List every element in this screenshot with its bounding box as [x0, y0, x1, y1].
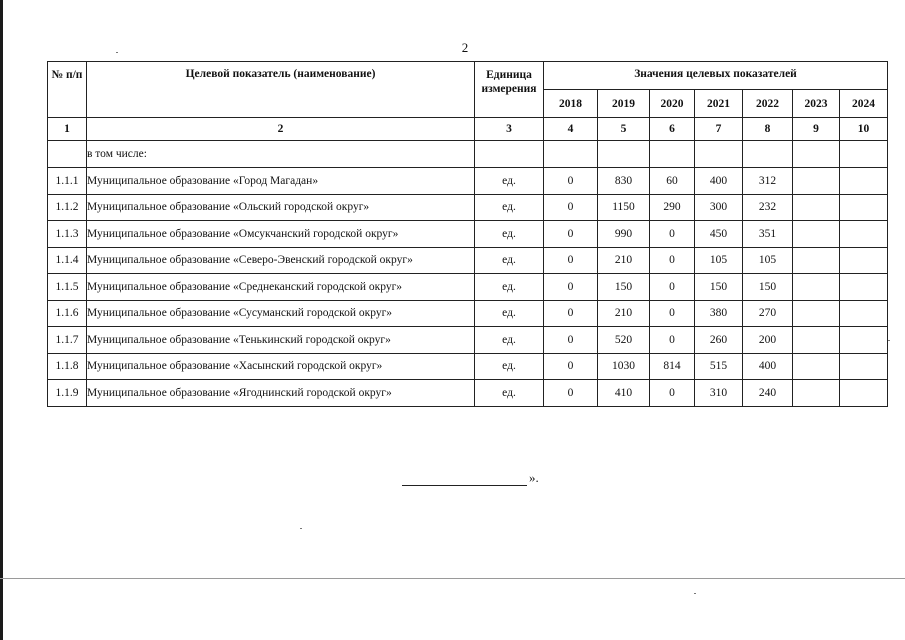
row-indicator-name: Муниципальное образование «Омсукчанский городской округ» [87, 221, 475, 248]
page-bottom-rule [0, 578, 905, 579]
row-value-2018: 0 [544, 221, 598, 248]
header-year: 2019 [598, 90, 650, 118]
row-value-2018: 0 [544, 300, 598, 327]
table-row [48, 380, 888, 407]
row-value-2024 [840, 247, 888, 274]
row-value-2024 [840, 300, 888, 327]
row-number: 1.1.2 [48, 194, 87, 221]
row-value-2020: 814 [650, 353, 695, 380]
row-indicator-name: Муниципальное образование «Хасынский городской округ» [87, 353, 475, 380]
row-indicator-name: Муниципальное образование «Северо-Эвенский городской округ» [87, 247, 475, 274]
header-year: 2024 [840, 90, 888, 118]
row-value-2021: 450 [695, 221, 743, 248]
row-value-2020: 0 [650, 247, 695, 274]
row-value-2019: 150 [598, 274, 650, 301]
row-unit: ед. [475, 247, 544, 274]
empty-cell [743, 141, 793, 168]
column-number: 6 [650, 118, 695, 141]
scan-speck [116, 52, 118, 53]
row-value-2021: 380 [695, 300, 743, 327]
row-indicator-name: Муниципальное образование «Ольский городской округ» [87, 194, 475, 221]
row-value-2018: 0 [544, 168, 598, 195]
row-unit: ед. [475, 194, 544, 221]
header-year: 2020 [650, 90, 695, 118]
row-value-2020: 290 [650, 194, 695, 221]
row-value-2024 [840, 380, 888, 407]
empty-cell [650, 141, 695, 168]
row-value-2023 [793, 247, 840, 274]
row-value-2019: 210 [598, 300, 650, 327]
table-row [48, 353, 888, 380]
row-value-2024 [840, 274, 888, 301]
row-value-2021: 515 [695, 353, 743, 380]
row-value-2020: 0 [650, 300, 695, 327]
row-value-2019: 1150 [598, 194, 650, 221]
table-row [48, 221, 888, 248]
row-value-2024 [840, 194, 888, 221]
row-value-2021: 400 [695, 168, 743, 195]
row-value-2023 [793, 327, 840, 354]
row-value-2019: 520 [598, 327, 650, 354]
row-number: 1.1.4 [48, 247, 87, 274]
row-value-2022: 200 [743, 327, 793, 354]
row-value-2022: 232 [743, 194, 793, 221]
header-year: 2018 [544, 90, 598, 118]
row-indicator-name: Муниципальное образование «Город Магадан» [87, 168, 475, 195]
header-values-group: Значения целевых показателей [544, 62, 888, 90]
empty-cell [475, 141, 544, 168]
row-value-2019: 990 [598, 221, 650, 248]
row-unit: ед. [475, 353, 544, 380]
row-value-2019: 830 [598, 168, 650, 195]
column-number: 5 [598, 118, 650, 141]
row-value-2018: 0 [544, 380, 598, 407]
column-number: 4 [544, 118, 598, 141]
row-number: 1.1.3 [48, 221, 87, 248]
row-value-2020: 60 [650, 168, 695, 195]
column-number: 1 [48, 118, 87, 141]
row-value-2021: 260 [695, 327, 743, 354]
row-number: 1.1.8 [48, 353, 87, 380]
row-value-2023 [793, 353, 840, 380]
table-row [48, 247, 888, 274]
row-unit: ед. [475, 380, 544, 407]
row-number: 1.1.6 [48, 300, 87, 327]
page-number: 2 [461, 40, 469, 55]
row-value-2018: 0 [544, 194, 598, 221]
row-value-2023 [793, 194, 840, 221]
header-number: № п/п [48, 62, 87, 118]
row-unit: ед. [475, 221, 544, 248]
row-indicator-name: Муниципальное образование «Ягоднинский городской округ» [87, 380, 475, 407]
row-value-2024 [840, 353, 888, 380]
empty-cell [695, 141, 743, 168]
row-value-2020: 0 [650, 221, 695, 248]
row-value-2022: 270 [743, 300, 793, 327]
row-value-2022: 240 [743, 380, 793, 407]
column-number: 8 [743, 118, 793, 141]
row-value-2020: 0 [650, 380, 695, 407]
table-row [48, 168, 888, 195]
row-indicator-name: Муниципальное образование «Сусуманский городской округ» [87, 300, 475, 327]
row-value-2022: 400 [743, 353, 793, 380]
row-value-2020: 0 [650, 327, 695, 354]
scan-left-edge [0, 0, 3, 640]
blank-line [402, 473, 527, 486]
row-unit: ед. [475, 327, 544, 354]
header-year: 2022 [743, 90, 793, 118]
row-unit: ед. [475, 168, 544, 195]
including-num-cell [48, 141, 87, 168]
including-row [48, 141, 888, 168]
row-indicator-name: Муниципальное образование «Среднеканский городской округ» [87, 274, 475, 301]
scan-speck [888, 340, 890, 341]
row-value-2021: 310 [695, 380, 743, 407]
row-value-2018: 0 [544, 274, 598, 301]
row-value-2019: 410 [598, 380, 650, 407]
row-number: 1.1.9 [48, 380, 87, 407]
table-row [48, 274, 888, 301]
row-value-2023 [793, 274, 840, 301]
row-number: 1.1.5 [48, 274, 87, 301]
row-value-2021: 150 [695, 274, 743, 301]
column-number: 2 [87, 118, 475, 141]
row-value-2018: 0 [544, 247, 598, 274]
row-value-2023 [793, 300, 840, 327]
table-row [48, 327, 888, 354]
row-indicator-name: Муниципальное образование «Тенькинский городской округ» [87, 327, 475, 354]
empty-cell [793, 141, 840, 168]
header-unit: Единица измерения [475, 62, 544, 118]
row-value-2019: 210 [598, 247, 650, 274]
row-unit: ед. [475, 274, 544, 301]
row-value-2024 [840, 327, 888, 354]
row-value-2018: 0 [544, 353, 598, 380]
row-value-2024 [840, 221, 888, 248]
row-number: 1.1.7 [48, 327, 87, 354]
closing-signature-line [402, 470, 539, 486]
table-row [48, 194, 888, 221]
row-number: 1.1.1 [48, 168, 87, 195]
row-value-2023 [793, 380, 840, 407]
column-number: 10 [840, 118, 888, 141]
row-value-2023 [793, 168, 840, 195]
column-number: 3 [475, 118, 544, 141]
row-value-2021: 300 [695, 194, 743, 221]
column-number: 9 [793, 118, 840, 141]
row-value-2024 [840, 168, 888, 195]
including-label: в том числе: [87, 141, 475, 168]
row-value-2022: 150 [743, 274, 793, 301]
row-value-2023 [793, 221, 840, 248]
column-number: 7 [695, 118, 743, 141]
row-value-2022: 312 [743, 168, 793, 195]
scan-speck [300, 528, 302, 529]
empty-cell [598, 141, 650, 168]
empty-cell [544, 141, 598, 168]
row-unit: ед. [475, 300, 544, 327]
row-value-2019: 1030 [598, 353, 650, 380]
header-year: 2021 [695, 90, 743, 118]
header-year: 2023 [793, 90, 840, 118]
table-row [48, 300, 888, 327]
header-indicator-name: Целевой показатель (наименование) [87, 62, 475, 118]
target-indicators-table [47, 61, 888, 407]
scan-speck [694, 593, 696, 594]
row-value-2021: 105 [695, 247, 743, 274]
empty-cell [840, 141, 888, 168]
row-value-2020: 0 [650, 274, 695, 301]
row-value-2018: 0 [544, 327, 598, 354]
row-value-2022: 105 [743, 247, 793, 274]
row-value-2022: 351 [743, 221, 793, 248]
closing-quote: ». [529, 470, 539, 485]
